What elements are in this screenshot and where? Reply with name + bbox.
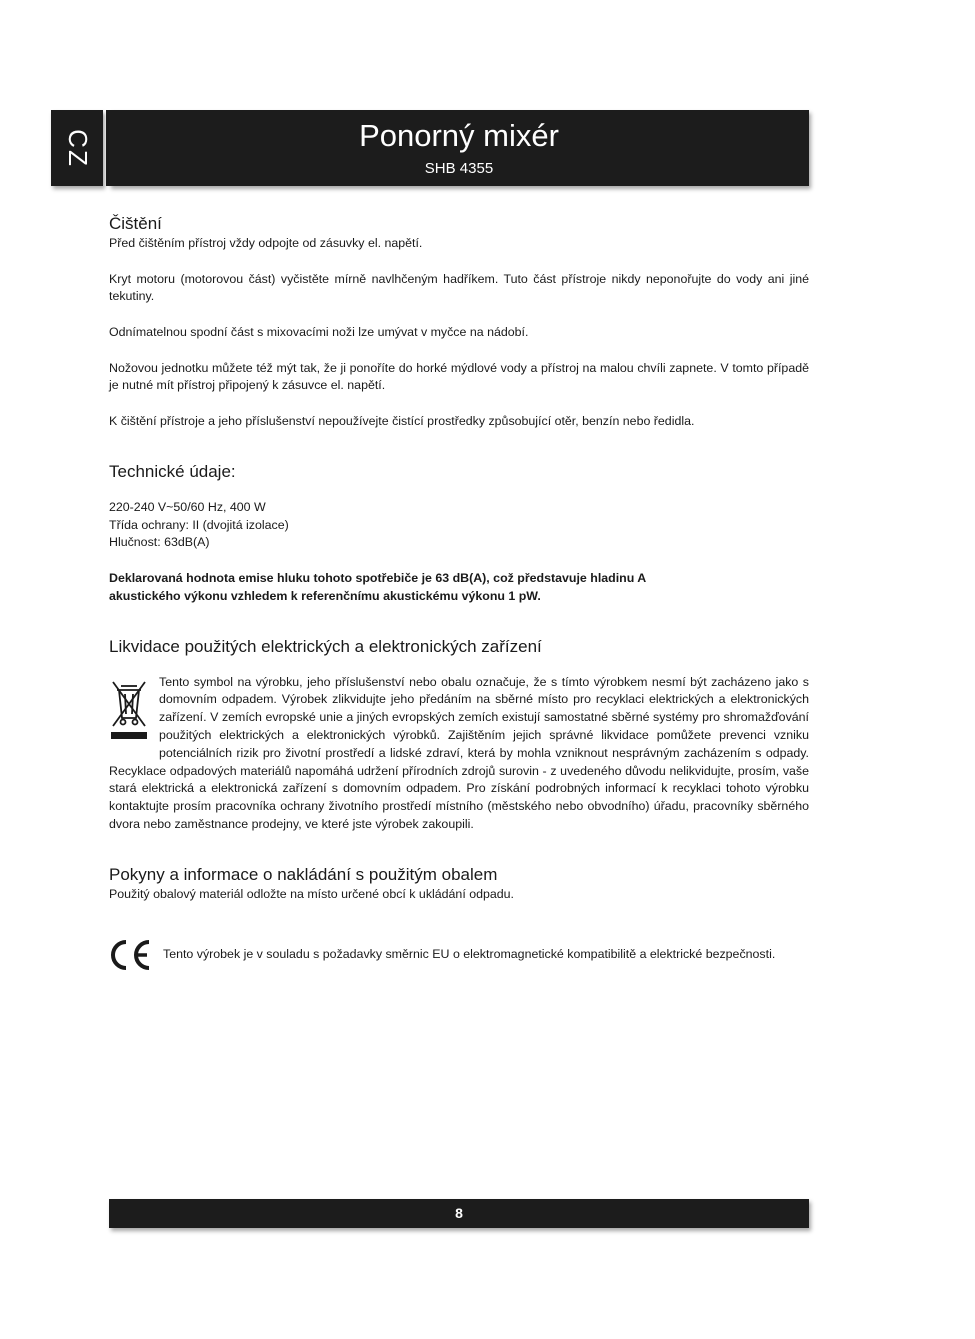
ce-mark-icon	[109, 938, 153, 972]
packaging-heading: Pokyny a informace o nakládání s použitým obalem	[109, 864, 498, 884]
crossed-bin-icon	[109, 676, 149, 746]
packaging-text: Použitý obalový materiál odložte na místo určené obcí k ukládání odpadu.	[109, 886, 515, 901]
noise-declaration-line2: akustického výkonu vzhledem k referenčnímu akustickému výkonu 1 pW.	[109, 588, 541, 603]
ce-text: Tento výrobek je v souladu s požadavky směrnic EU o elektromagnetické kompatibilitě a elektrické bezpečnosti.	[163, 946, 776, 961]
noise-declaration-line1: Deklarovaná hodnota emise hluku tohoto spotřebiče je 63 dB(A), což představuje hladinu A	[109, 570, 647, 585]
disposal-text: Tento symbol na výrobku, jeho příslušenství nebo obalu označuje, že s tímto výrobkem nesmí být zacházeno jako s domovním odpadem. Výrobek zlikvidujte jeho předáním na sběrné místo pro recyklaci elektrických a elektronických zařízení. V zemích evropské unie a jiných evropských zemích existují samostatné sběrné systémy pro shromažďování použitých elektrických a elektronických výrobků. Zajištěním jejich správné likvidace pomůžete prevenci vzniku potenciálních rizik pro životní prostředí a lidské zdraví, která by mohla vzniknout nesprávným zacházením s odpady. Recyklace odpadových materiálů napomáhá udržení přírodních zdrojů surovin - z uvedeného důvodu nelikvidujte, prosím, vaše stará elektrická a elektronická zařízení s domovním odpadem. Pro získání podrobných informací k recyklaci tohoto výrobku kontaktujte prosím pracovníka ochrany životního prostředí místního (městského nebo obvodního) úřadu, pracovníky sběrného dvora nebo zaměstnance prodejny, ve které jste výrobek zakoupili.	[109, 674, 809, 831]
page-number: 8	[455, 1205, 463, 1221]
specs-protection-class: Třída ochrany: II (dvojitá izolace)	[109, 517, 289, 532]
language-code: CZ	[62, 128, 93, 168]
cleaning-p2: Kryt motoru (motorovou část) vyčistěte mírně navlhčeným hadříkem. Tuto část přístroje nikdy neponořujte do vody ani jiné tekutiny.	[109, 271, 809, 304]
footer-bar	[109, 1199, 809, 1228]
header-bar	[109, 110, 809, 186]
cleaning-heading: Čištění	[109, 214, 162, 233]
cleaning-p5: K čištění přístroje a jeho příslušenství nepoužívejte čistící prostředky způsobující otěr, benzín nebo ředidla.	[109, 413, 695, 428]
disposal-block	[109, 674, 809, 834]
specs-power: 220-240 V~50/60 Hz, 400 W	[109, 499, 266, 514]
cleaning-p3: Odnímatelnou spodní část s mixovacími noži lze umývat v myčce na nádobí.	[109, 324, 529, 339]
cleaning-p1: Před čištěním přístroj vždy odpojte od zásuvky el. napětí.	[109, 236, 423, 250]
disposal-section	[109, 636, 809, 834]
language-tab	[51, 110, 103, 186]
ce-section	[109, 938, 809, 972]
specs-noise: Hlučnost: 63dB(A)	[109, 535, 210, 550]
page-title: Ponorný mixér	[359, 118, 559, 153]
specs-heading: Technické údaje:	[109, 461, 236, 481]
specs-section	[109, 461, 809, 606]
disposal-heading: Likvidace použitých elektrických a elektronických zařízení	[109, 636, 542, 656]
cleaning-p4: Nožovou jednotku můžete též mýt tak, že ji ponoříte do horké mýdlové vody a přístroj na malou chvíli zapnete. V tomto případě je nutné mít přístroj připojený k zásuvce el. napětí.	[109, 360, 809, 393]
content	[109, 213, 809, 972]
cleaning-section	[109, 213, 809, 431]
model-number: SHB 4355	[424, 160, 494, 177]
packaging-section	[109, 864, 809, 904]
